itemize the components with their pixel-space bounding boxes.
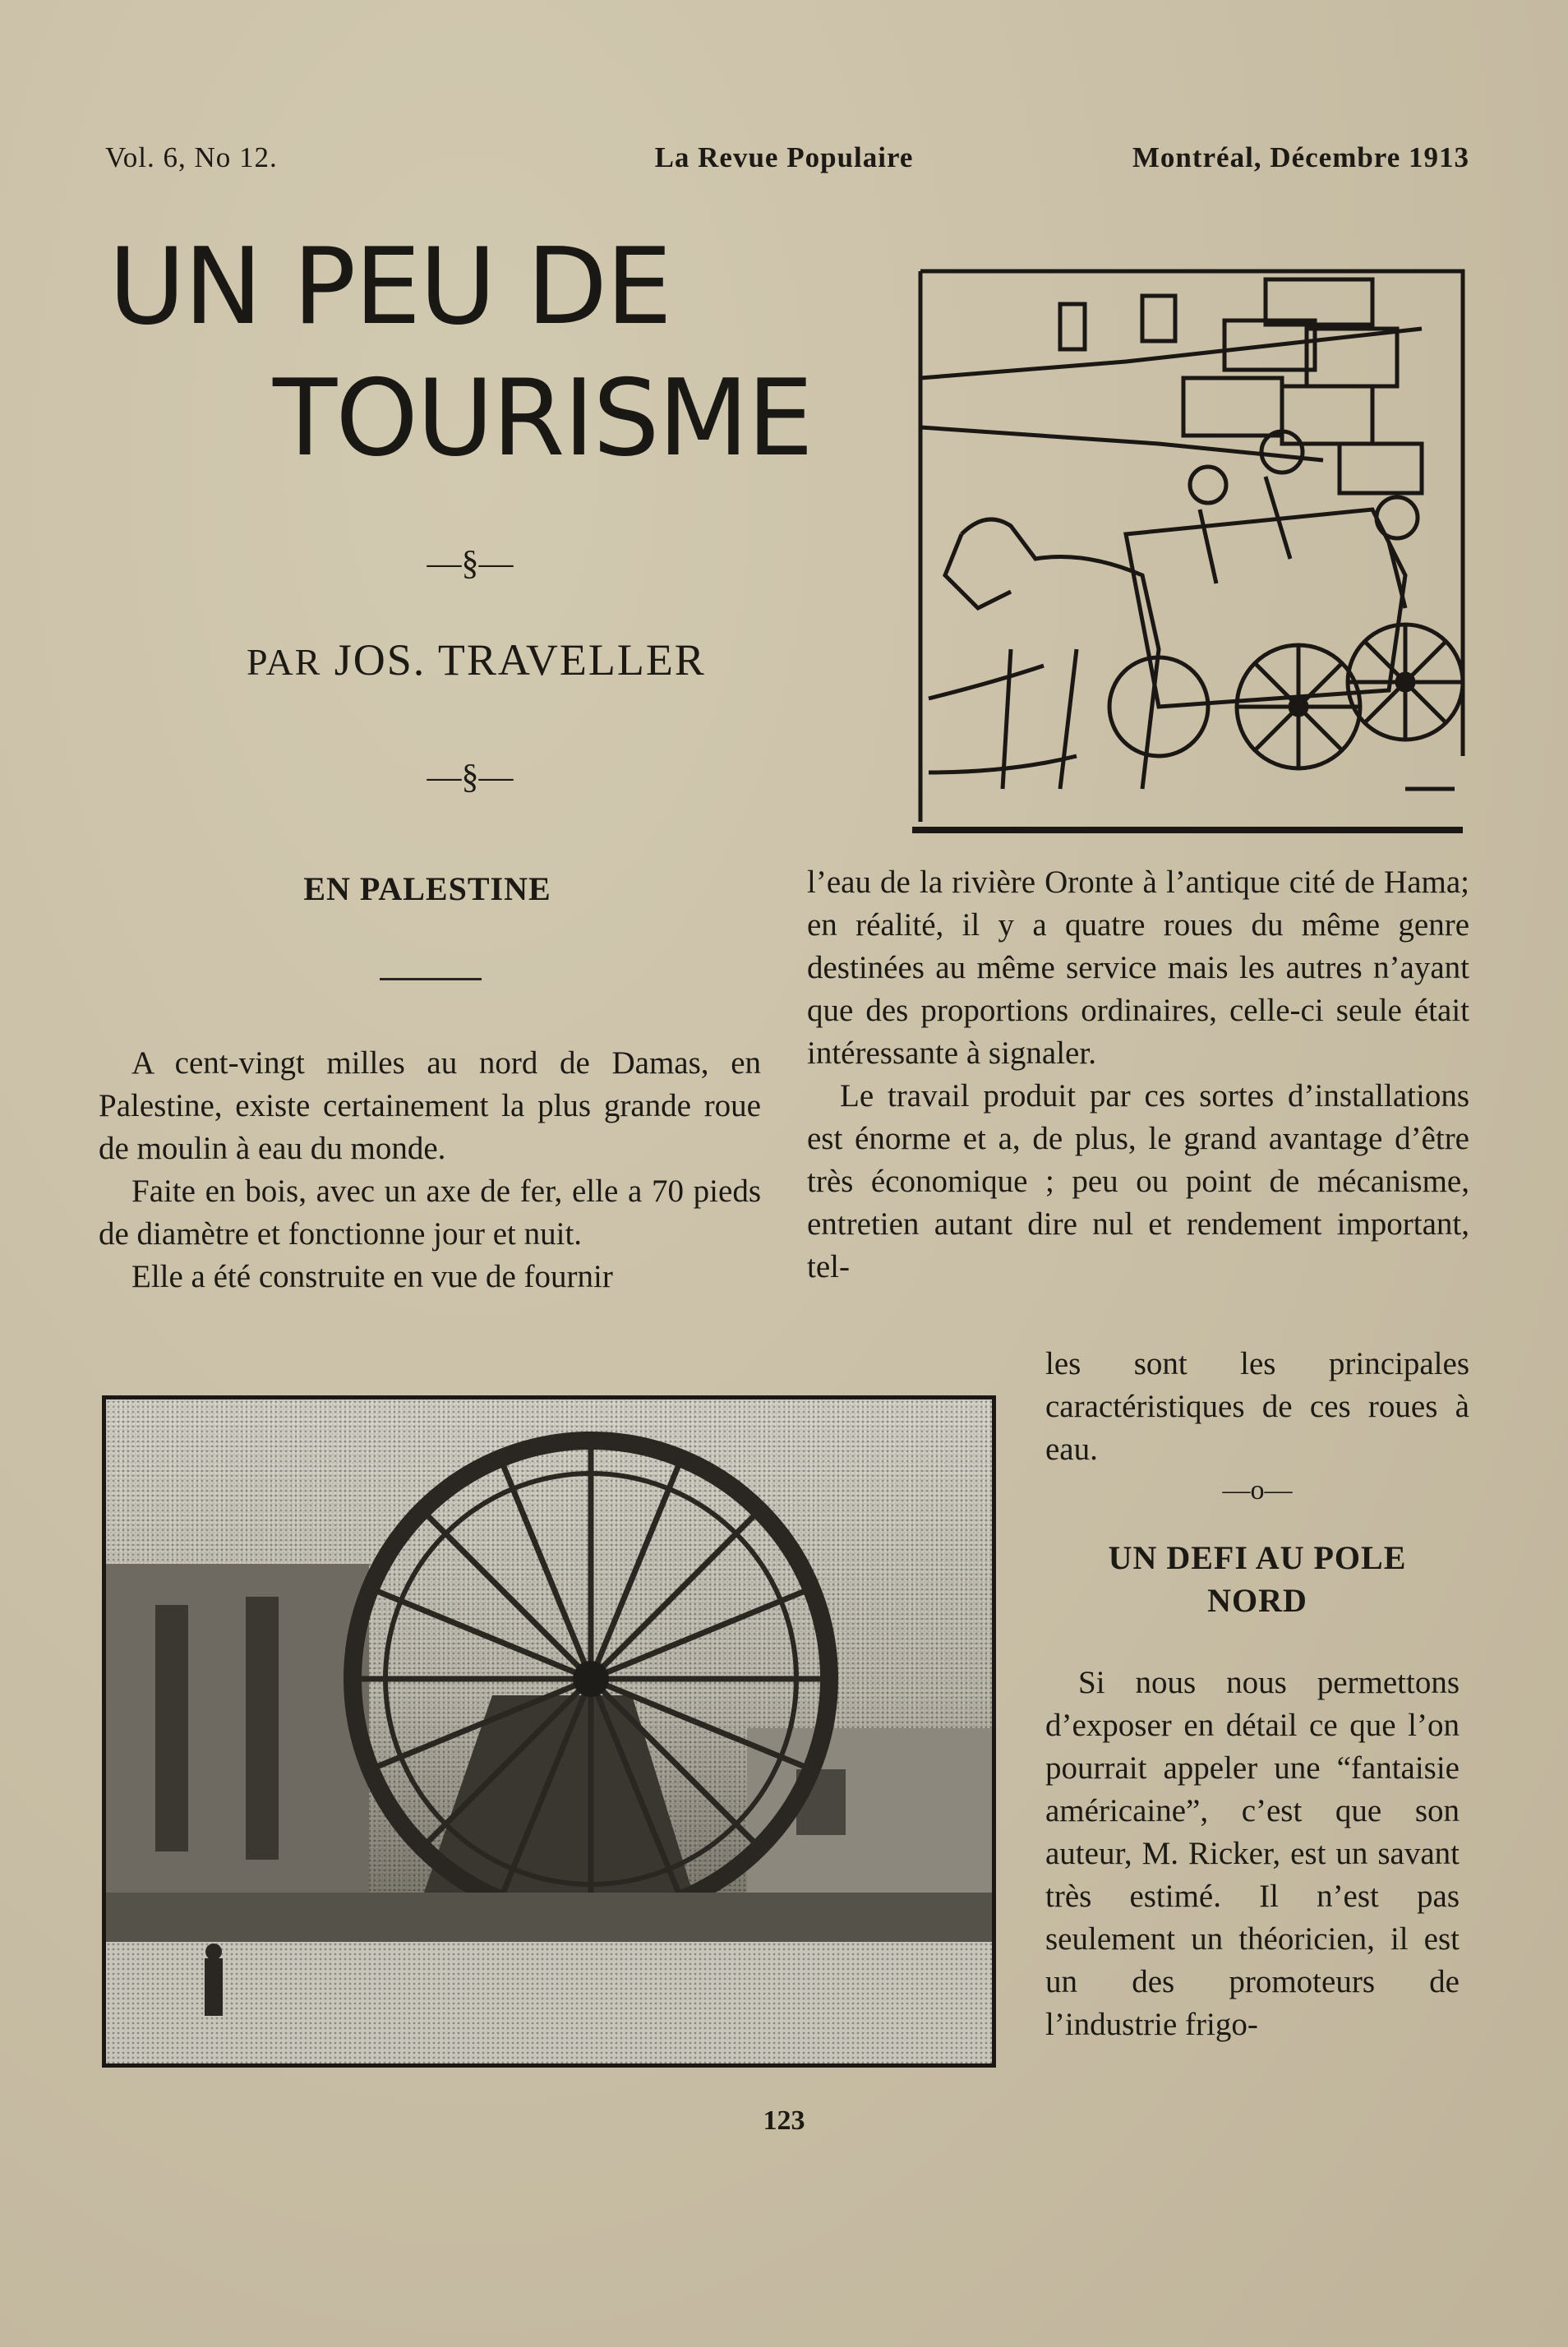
- paragraph: les sont les principales caractéristiques de ces roues à eau.: [1045, 1346, 1469, 1467]
- water-wheel-image: [106, 1399, 992, 2063]
- heading-line-1: UN DEFI AU POLE: [1108, 1539, 1407, 1576]
- paragraph: Elle a été construite en vue de fournir: [131, 1259, 613, 1294]
- title-line-2: TOURISME: [273, 357, 812, 480]
- paragraph: Si nous nous permettons d’exposer en détail ce que l’on pourrait appeler une “fantaisie américaine”, c’est que son auteur, M. Ricker, est un savant très estimé. Il n’est pas seulement un théoricien, il est un des promoteurs de l’industrie frigo-: [1045, 1665, 1460, 2042]
- paragraph: Le travail produit par ces sortes d’installations est énorme et a, de plus, le grand avantage d’être très économique ; peu ou point de mécanisme, entretien autant dire nul et rendement important, tel-: [807, 1078, 1469, 1284]
- column-1: [99, 1042, 761, 1298]
- section-heading-palestine: EN PALESTINE: [303, 870, 551, 907]
- section-mark-top: —§—: [427, 545, 514, 583]
- column-3-continuation: [1045, 1343, 1469, 1471]
- water-wheel-photo: [102, 1395, 996, 2068]
- article-title: [108, 222, 865, 485]
- paragraph: Faite en bois, avec un axe de fer, elle a 70 pieds de diamètre et fonctionne jour et nuit.: [99, 1174, 761, 1252]
- column-2: [807, 861, 1469, 1289]
- byline: [247, 634, 706, 685]
- carriage-illustration: [912, 263, 1471, 838]
- byline-prefix: PAR: [247, 641, 322, 683]
- column-3-section-2: [1045, 1662, 1460, 2046]
- publication-name: La Revue Populaire: [654, 141, 914, 173]
- divider-o: —o—: [1222, 1475, 1293, 1505]
- heading-rule: [380, 978, 482, 980]
- title-line-1: UN PEU DE: [108, 226, 671, 348]
- section-mark-bottom: —§—: [427, 759, 514, 796]
- page-number: 123: [763, 2105, 805, 2136]
- carriage-drawing: [912, 263, 1471, 838]
- paragraph: l’eau de la rivière Oronte à l’antique cité de Hama; en réalité, il y a quatre roues du même genre destinées au même service mais les autres n’ayant que des proportions ordinaires, celle-ci seule était intéressante à signaler.: [807, 865, 1469, 1071]
- volume-number: Vol. 6, No 12.: [105, 141, 278, 173]
- paragraph: A cent-vingt milles au nord de Damas, en Palestine, existe certainement la plus grande roue de moulin à eau du monde.: [99, 1045, 761, 1166]
- place-date: Montréal, Décembre 1913: [1132, 141, 1469, 173]
- heading-line-2: NORD: [1207, 1582, 1307, 1619]
- section-heading-pole-nord: [1045, 1537, 1469, 1622]
- byline-author: JOS. TRAVELLER: [334, 635, 706, 685]
